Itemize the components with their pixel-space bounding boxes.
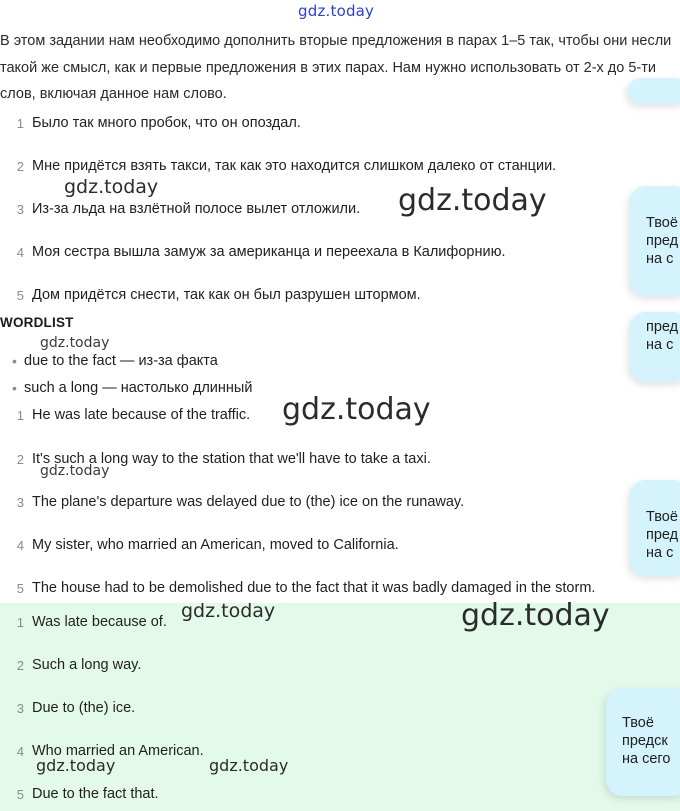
sentence-text: Дом придётся снести, так как он был разрушен штормом. bbox=[32, 287, 421, 303]
ad-text: предск bbox=[622, 733, 668, 749]
bullet-icon: • bbox=[12, 353, 17, 369]
answer-number: 1 bbox=[16, 614, 24, 630]
answer-text: Due to the fact that. bbox=[32, 786, 159, 802]
answer-text: Who married an American. bbox=[32, 743, 204, 759]
watermark: gdz.today bbox=[282, 392, 431, 427]
ad-popup[interactable] bbox=[630, 186, 680, 296]
russian-sentence bbox=[0, 155, 680, 177]
answer-number: 2 bbox=[16, 657, 24, 673]
sentence-number: 1 bbox=[16, 115, 24, 131]
wordlist-heading: WORDLIST bbox=[0, 315, 74, 330]
watermark: gdz.today bbox=[209, 756, 289, 775]
ad-text: Твоё bbox=[622, 715, 654, 731]
russian-sentence bbox=[0, 198, 680, 220]
answer-text: Due to (the) ice. bbox=[32, 700, 136, 716]
ad-popup[interactable] bbox=[630, 480, 680, 576]
sentence-text: My sister, who married an American, moved to California. bbox=[32, 537, 399, 553]
wordlist-item bbox=[12, 351, 218, 371]
sentence-number: 1 bbox=[16, 407, 24, 423]
russian-sentence bbox=[0, 112, 680, 134]
watermark: gdz.today bbox=[40, 335, 110, 351]
watermark: gdz.today bbox=[398, 183, 547, 218]
sentence-text: It's such a long way to the station that we'll have to take a taxi. bbox=[32, 451, 431, 467]
answer-text: Was late because of. bbox=[32, 614, 167, 630]
sentence-number: 2 bbox=[16, 451, 24, 467]
russian-sentence bbox=[0, 284, 680, 306]
answer-number: 3 bbox=[16, 700, 24, 716]
sentence-number: 3 bbox=[16, 201, 24, 217]
ad-popup[interactable] bbox=[606, 688, 680, 796]
english-sentence bbox=[0, 577, 680, 599]
answer-row bbox=[0, 654, 680, 676]
sentence-text: He was late because of the traffic. bbox=[32, 407, 251, 423]
site-logo[interactable]: gdz.today bbox=[298, 2, 375, 20]
sentence-number: 3 bbox=[16, 494, 24, 510]
ad-popup[interactable] bbox=[628, 78, 680, 104]
bullet-icon: • bbox=[12, 380, 17, 396]
answer-text: Such a long way. bbox=[32, 657, 142, 673]
watermark: gdz.today bbox=[181, 600, 276, 622]
answer-row bbox=[0, 697, 680, 719]
ad-text: на с bbox=[646, 545, 674, 561]
answer-number: 4 bbox=[16, 743, 24, 759]
english-sentence bbox=[0, 534, 680, 556]
sentence-number: 4 bbox=[16, 537, 24, 553]
answer-number: 5 bbox=[16, 786, 24, 802]
wordlist-text: such a long — настолько длинный bbox=[24, 380, 253, 396]
sentence-text: The house had to be demolished due to the fact that it was badly damaged in the storm. bbox=[32, 580, 596, 596]
ad-text: пред bbox=[646, 319, 679, 335]
sentence-text: Моя сестра вышла замуж за американца и переехала в Калифорнию. bbox=[32, 244, 506, 260]
russian-sentence bbox=[0, 241, 680, 263]
sentence-text: Из-за льда на взлётной полосе вылет отложили. bbox=[32, 201, 361, 217]
ad-text: пред bbox=[646, 233, 679, 249]
wordlist-item bbox=[12, 378, 252, 398]
ad-text: на с bbox=[646, 337, 674, 353]
watermark: gdz.today bbox=[64, 176, 159, 198]
sentence-text: Мне придётся взять такси, так как это находится слишком далеко от станции. bbox=[32, 158, 557, 174]
watermark: gdz.today bbox=[461, 598, 610, 633]
watermark: gdz.today bbox=[36, 756, 116, 775]
wordlist-text: due to the fact — из-за факта bbox=[24, 353, 218, 369]
sentence-text: Было так много пробок, что он опоздал. bbox=[32, 115, 301, 131]
ad-text: на с bbox=[646, 251, 674, 267]
sentence-number: 5 bbox=[16, 580, 24, 596]
ad-text: Твоё bbox=[646, 509, 678, 525]
answer-row bbox=[0, 783, 680, 805]
ad-popup[interactable] bbox=[630, 312, 680, 382]
ad-text: Твоё bbox=[646, 215, 678, 231]
watermark: gdz.today bbox=[40, 463, 110, 479]
ad-text: на сего bbox=[622, 751, 671, 767]
english-sentence bbox=[0, 491, 680, 513]
sentence-number: 5 bbox=[16, 287, 24, 303]
sentence-number: 2 bbox=[16, 158, 24, 174]
sentence-text: The plane's departure was delayed due to (the) ice on the runaway. bbox=[32, 494, 465, 510]
sentence-number: 4 bbox=[16, 244, 24, 260]
task-intro: В этом задании нам необходимо дополнить вторые предложения в парах 1–5 так, чтобы они несли такой же смысл, как и первые предложения в этих парах. Нам нужно использовать от 2-х до 5-ти слов, включая данное нам слово. bbox=[0, 33, 672, 102]
ad-text: пред bbox=[646, 527, 679, 543]
